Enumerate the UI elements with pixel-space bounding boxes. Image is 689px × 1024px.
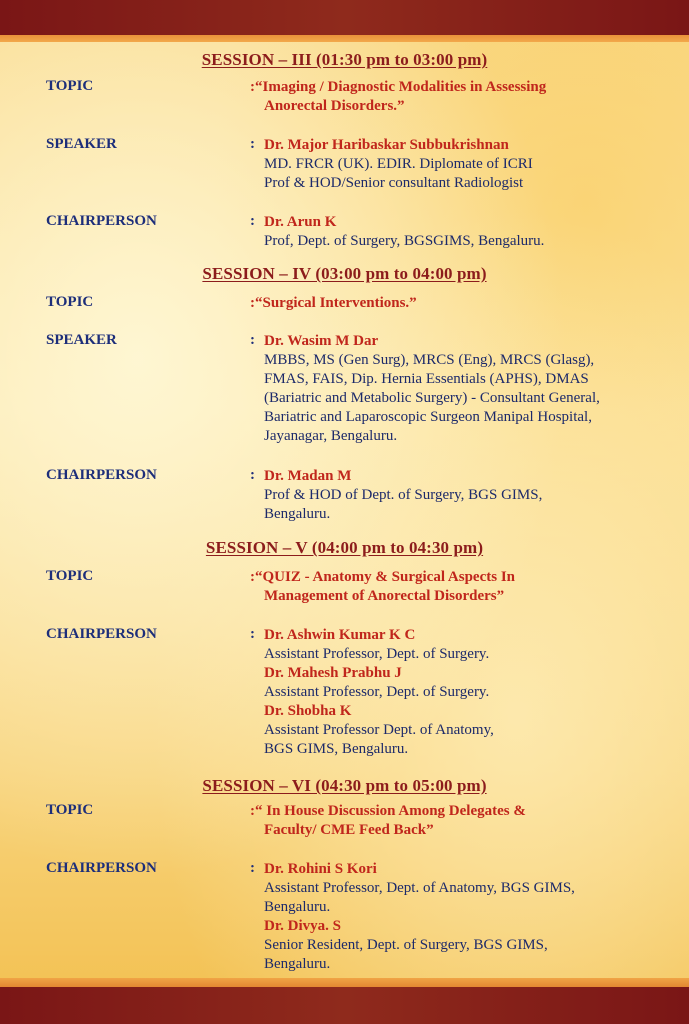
session-5-chairperson-label: CHAIRPERSON <box>46 626 157 642</box>
session-5-chairperson-value: Dr. Ashwin Kumar K C Assistant Professor, Dept. of Surgery. Dr. Mahesh Prabhu J Assistant Professor, Dept. of Surgery. Dr. Shobha K Assistant Professor Dept. of Anatomy, BGS GIMS, Bengaluru. <box>264 627 494 757</box>
session-3-speaker-label: SPEAKER <box>46 136 117 152</box>
session-4-chairperson-value: Dr. Madan M Prof & HOD of Dept. of Surgery, BGS GIMS, Bengaluru. <box>264 468 543 522</box>
session-6-chairperson-label: CHAIRPERSON <box>46 860 157 876</box>
session-3-title: SESSION – III (01:30 pm to 03:00 pm) <box>201 50 488 69</box>
session-4-speaker-label: SPEAKER <box>46 332 117 348</box>
session-6-topic-label: TOPIC <box>46 802 94 818</box>
session-5-title: SESSION – V (04:00 pm to 04:30 pm) <box>205 538 484 557</box>
session-5-topic-label: TOPIC <box>46 568 94 584</box>
session-3-speaker-value: Dr. Major Haribaskar Subbukrishnan MD. FRCR (UK). EDIR. Diplomate of ICRI Prof & HOD/Senior consultant Radiologist <box>264 137 533 191</box>
session-6-title: SESSION – VI (04:30 pm to 05:00 pm) <box>202 776 487 795</box>
colon: : <box>250 626 255 642</box>
session-6-chairperson-value: Dr. Rohini S Kori Assistant Professor, Dept. of Anatomy, BGS GIMS, Bengaluru. Dr. Divya. S Senior Resident, Dept. of Surgery, BGS GIMS, Bengaluru. <box>264 861 575 972</box>
session-3-chairperson-value: Dr. Arun K Prof, Dept. of Surgery, BGSGIMS, Bengaluru. <box>264 214 545 249</box>
session-5-topic-value: :“QUIZ - Anatomy & Surgical Aspects In Management of Anorectal Disorders” <box>250 569 516 604</box>
session-3-topic-value: :“Imaging / Diagnostic Modalities in Assessing Anorectal Disorders.” <box>250 79 547 114</box>
colon: : <box>250 860 255 876</box>
session-4-speaker-value: Dr. Wasim M Dar MBBS, MS (Gen Surg), MRCS (Eng), MRCS (Glasg), FMAS, FAIS, Dip. Hernia Essentials (APHS), DMAS (Bariatric and Metabolic Surgery) - Consultant General, Bariatric and Laparoscopic Surgeon Manipal Hospital, Jayanagar, Bengaluru. <box>264 333 600 444</box>
colon: : <box>250 136 255 152</box>
colon: : <box>250 213 255 229</box>
session-4-title: SESSION – IV (03:00 pm to 04:00 pm) <box>202 264 487 283</box>
session-6-topic-value: :“ In House Discussion Among Delegates & Faculty/ CME Feed Back” <box>250 803 526 838</box>
colon: : <box>250 332 255 348</box>
session-3-chairperson-label: CHAIRPERSON <box>46 213 157 229</box>
session-3-topic-label: TOPIC <box>46 78 94 94</box>
session-4-topic-value: :“Surgical Interventions.” <box>250 295 417 311</box>
colon: : <box>250 467 255 483</box>
session-4-chairperson-label: CHAIRPERSON <box>46 467 157 483</box>
session-4-topic-label: TOPIC <box>46 294 94 310</box>
